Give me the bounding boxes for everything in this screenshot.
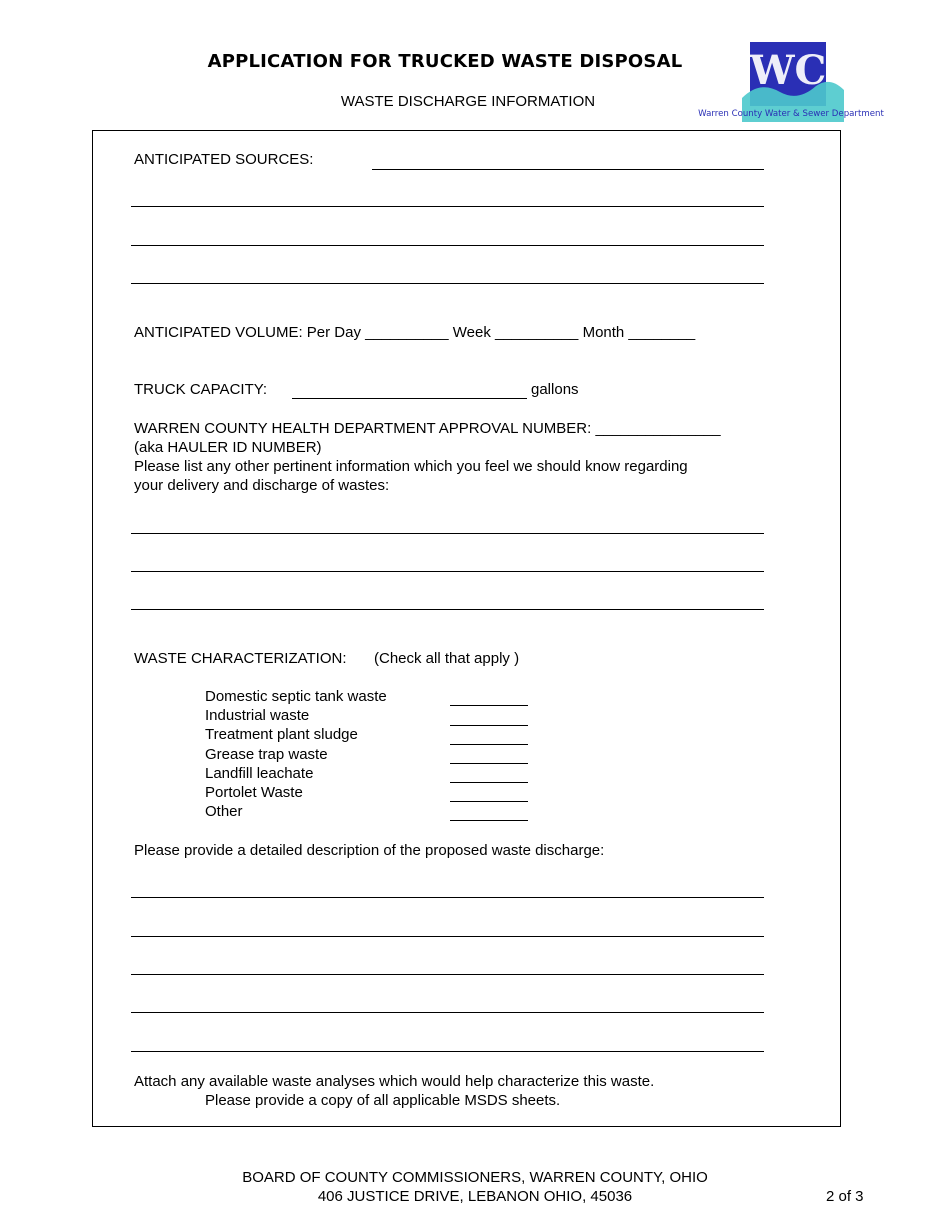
other-info-line-a[interactable] — [131, 533, 764, 534]
description-line-3[interactable] — [131, 974, 764, 975]
anticipated-sources-line-3[interactable] — [131, 245, 764, 246]
hauler-id-text: (aka HAULER ID NUMBER) — [134, 439, 322, 456]
truck-capacity-label: TRUCK CAPACITY: — [134, 381, 268, 398]
health-dept-approval-text[interactable]: WARREN COUNTY HEALTH DEPARTMENT APPROVAL NUMBER: _______________ — [134, 420, 721, 437]
other-info-line-b[interactable] — [131, 571, 764, 572]
other-info-line-c[interactable] — [131, 609, 764, 610]
waste-type-label: Treatment plant sludge — [205, 726, 358, 743]
description-label: Please provide a detailed description of the proposed waste discharge: — [134, 842, 605, 859]
footer-address-line: 406 JUSTICE DRIVE, LEBANON OHIO, 45036 — [317, 1188, 633, 1205]
form-title: APPLICATION FOR TRUCKED WASTE DISPOSAL — [207, 51, 683, 72]
waste-type-label: Landfill leachate — [205, 765, 314, 782]
waste-type-label: Domestic septic tank waste — [205, 688, 387, 705]
waste-type-check-portolet[interactable] — [450, 801, 528, 802]
waste-type-label: Industrial waste — [205, 707, 310, 724]
description-line-1[interactable] — [131, 897, 764, 898]
anticipated-volume-text[interactable]: ANTICIPATED VOLUME: Per Day __________ Week __________ Month ________ — [134, 324, 696, 341]
truck-capacity-field[interactable] — [292, 398, 527, 399]
waste-type-check-grease[interactable] — [450, 763, 528, 764]
waste-type-label: Other — [205, 803, 243, 820]
anticipated-sources-label: ANTICIPATED SOURCES: — [134, 151, 314, 168]
other-info-line-1: Please list any other pertinent information which you feel we should know regarding — [134, 458, 688, 475]
anticipated-sources-line-2[interactable] — [131, 206, 764, 207]
anticipated-sources-line-4[interactable] — [131, 283, 764, 284]
waste-characterization-label: WASTE CHARACTERIZATION: — [134, 650, 347, 667]
page-number: 2 of 3 — [826, 1188, 864, 1205]
form-subtitle: WASTE DISCHARGE INFORMATION — [340, 93, 596, 110]
attach-analyses-text: Attach any available waste analyses which would help characterize this waste. — [134, 1073, 655, 1090]
msds-sheets-text: Please provide a copy of all applicable MSDS sheets. — [205, 1092, 561, 1109]
waste-type-check-sludge[interactable] — [450, 744, 528, 745]
footer-board-line: BOARD OF COUNTY COMMISSIONERS, WARREN COUNTY, OHIO — [242, 1169, 708, 1186]
waste-characterization-hint: (Check all that apply ) — [374, 650, 520, 667]
truck-capacity-unit: gallons — [531, 381, 579, 398]
anticipated-sources-field[interactable] — [372, 169, 764, 170]
waste-type-label: Portolet Waste — [205, 784, 303, 801]
waste-type-check-domestic[interactable] — [450, 705, 528, 706]
warren-county-logo — [698, 40, 884, 122]
form-frame — [92, 130, 841, 1127]
waste-type-check-other[interactable] — [450, 820, 528, 821]
svg-text:WC: WC — [749, 47, 827, 94]
logo-graphic — [698, 40, 884, 122]
description-line-2[interactable] — [131, 936, 764, 937]
waste-type-check-leachate[interactable] — [450, 782, 528, 783]
other-info-line-2: your delivery and discharge of wastes: — [134, 477, 390, 494]
description-line-4[interactable] — [131, 1012, 764, 1013]
description-line-5[interactable] — [131, 1051, 764, 1052]
waste-type-check-industrial[interactable] — [450, 725, 528, 726]
logo-caption: Warren County Water & Sewer Department — [698, 109, 884, 119]
waste-type-label: Grease trap waste — [205, 746, 328, 763]
